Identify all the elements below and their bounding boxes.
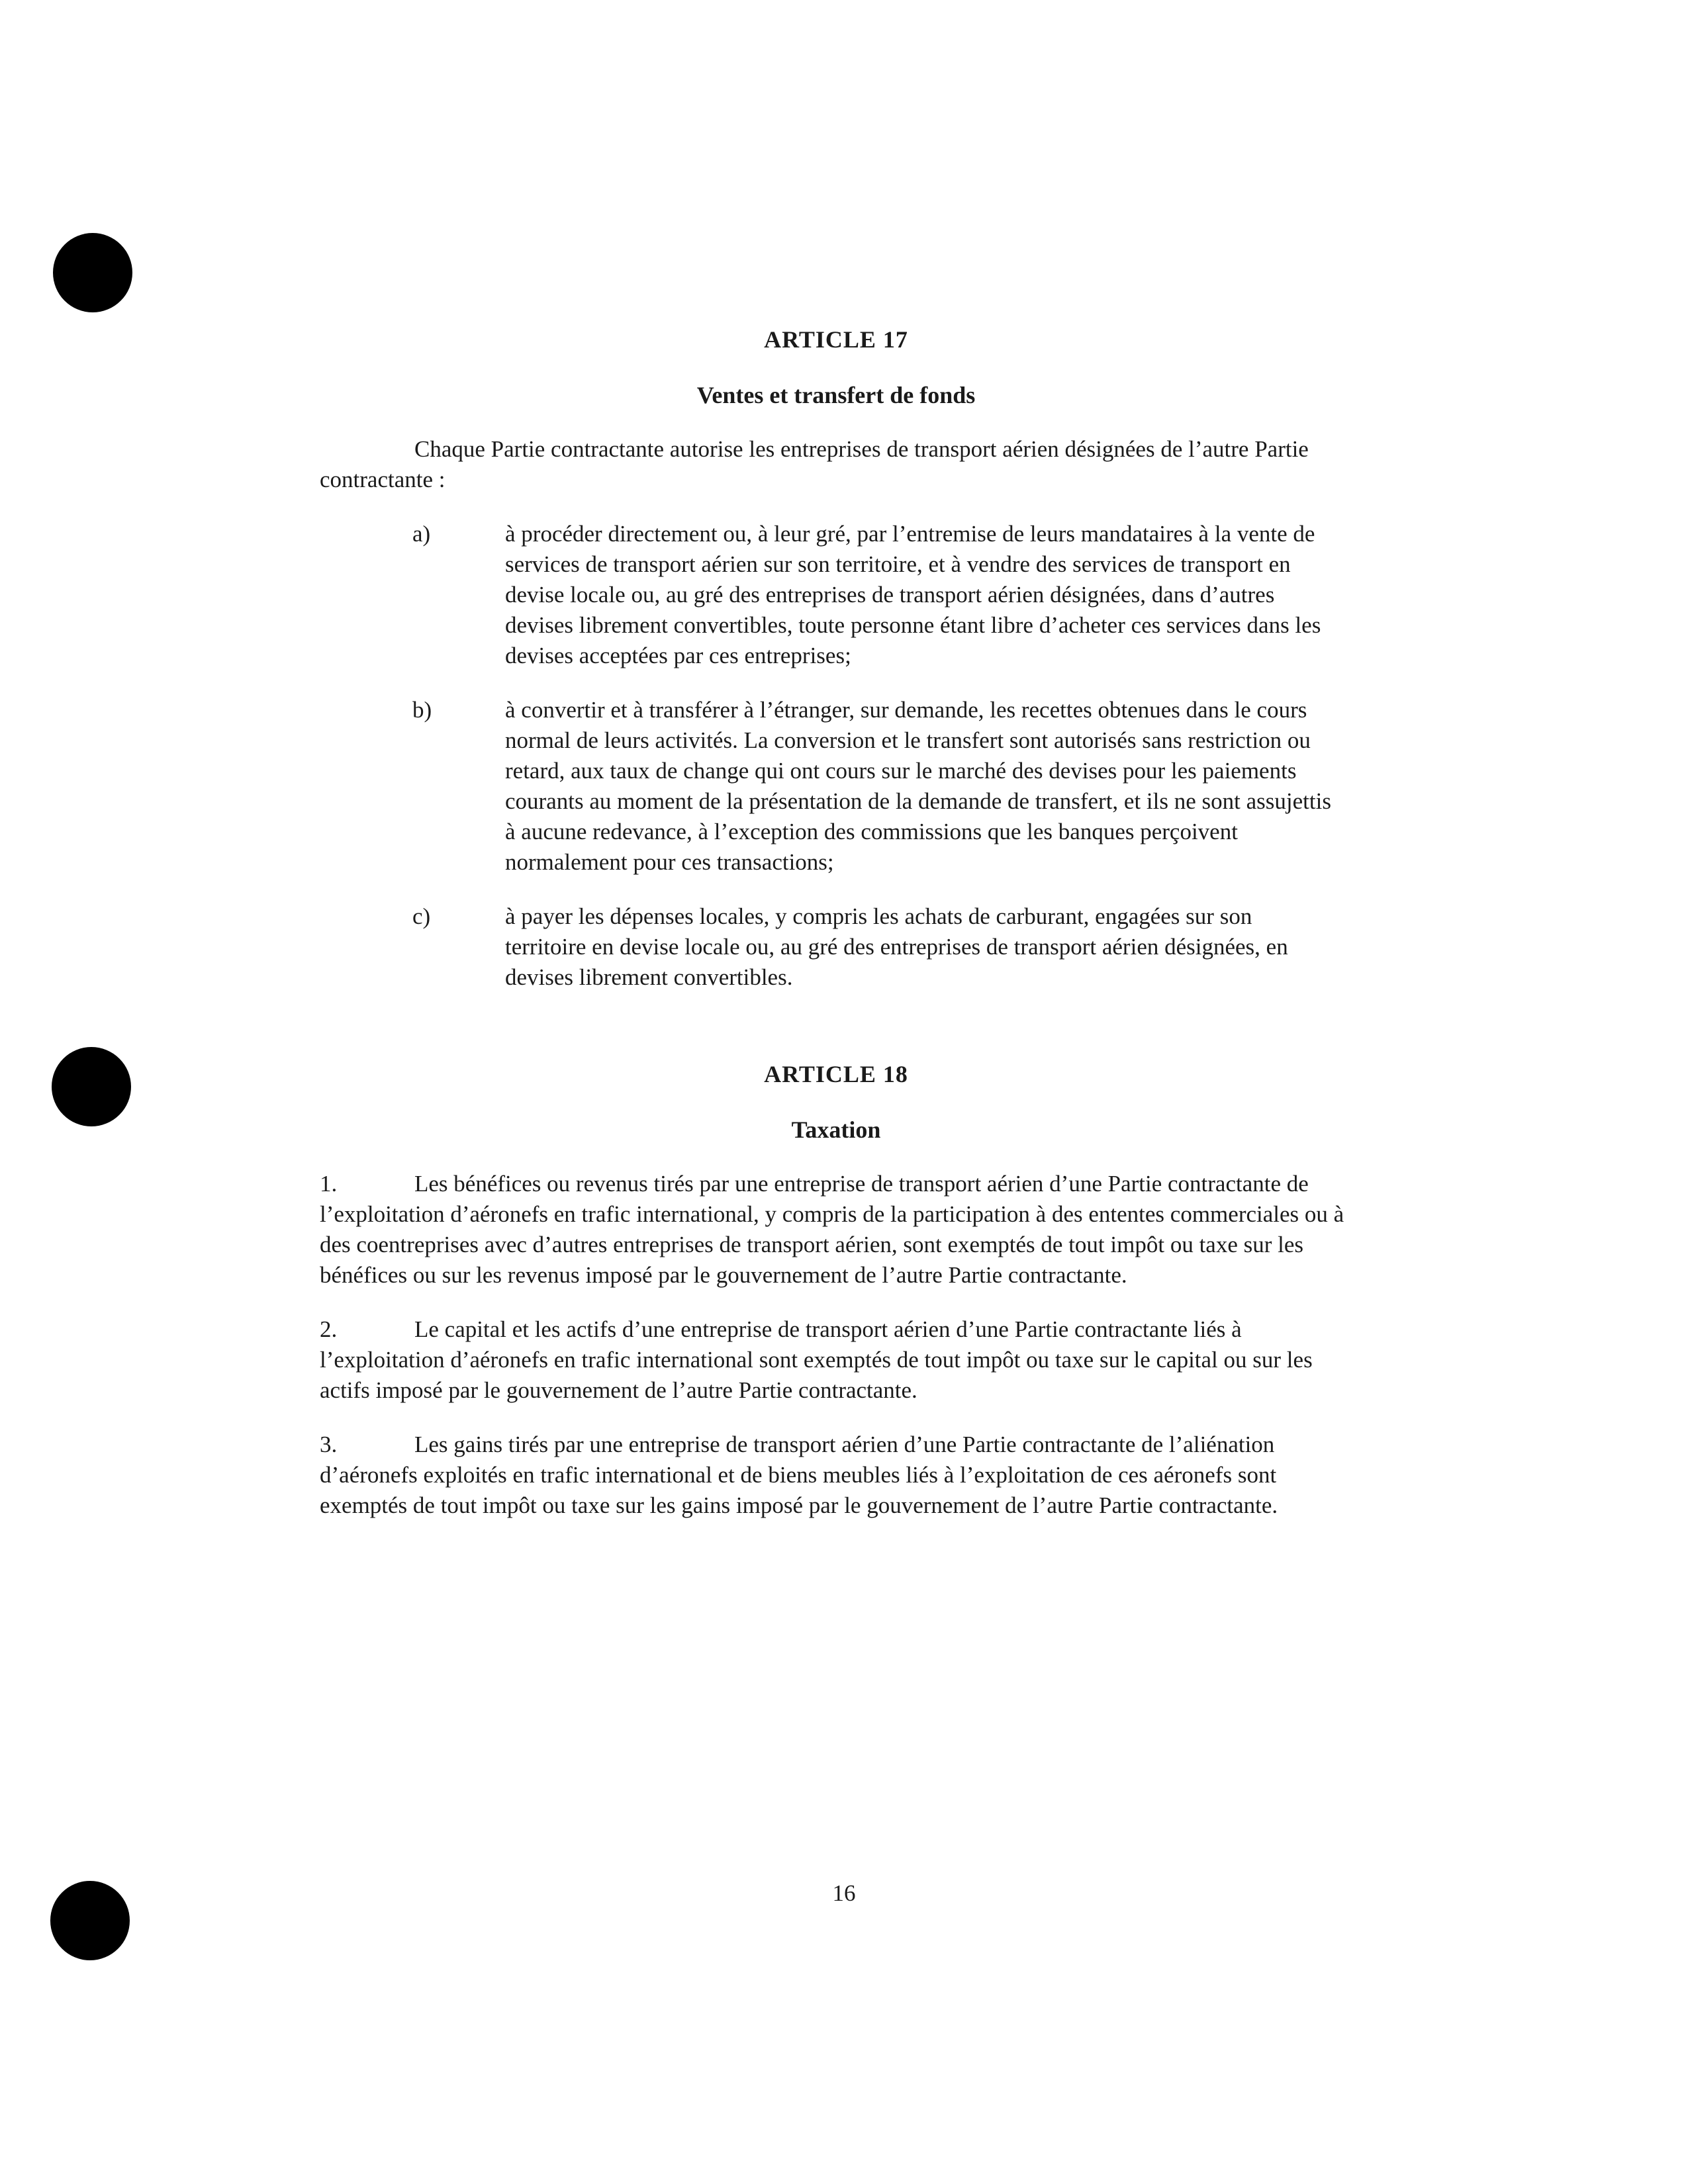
list-item (320, 519, 1352, 671)
numbered-paragraph (320, 1314, 1352, 1406)
document-page (320, 324, 1352, 1521)
punch-hole-top (53, 233, 132, 312)
article-18 (320, 1059, 1352, 1521)
punch-hole-middle (52, 1047, 131, 1126)
numbered-paragraph (320, 1430, 1352, 1521)
article-18-heading: ARTICLE 18 (764, 1061, 908, 1087)
article-17-intro: Chaque Partie contractante autorise les entreprises de transport aérien désignées de l’autre Partie contractante : (320, 436, 1309, 492)
list-item-letter: b) (412, 697, 432, 723)
paragraph-number: 2. (320, 1316, 338, 1342)
list-item (320, 695, 1352, 878)
numbered-paragraph (320, 1169, 1352, 1291)
article-17-list (320, 519, 1352, 993)
list-item-text: à procéder directement ou, à leur gré, par l’entremise de leurs mandataires à la vente de services de transport aérien sur son territoire, et à vendre des services de transport en devise locale ou, au gré des entreprises de transport aérien désignées, dans d’autres devises librement convertibles, toute personne étant libre d’acheter ces services dans les devises acceptées par ces entreprises; (505, 521, 1321, 668)
paragraph-number: 3. (320, 1432, 338, 1457)
list-item-text: à payer les dépenses locales, y compris les achats de carburant, engagées sur son territoire en devise locale ou, au gré des entreprises de transport aérien désignées, en devises librement convertibles. (505, 903, 1288, 990)
list-item-text: à convertir et à transférer à l’étranger, sur demande, les recettes obtenues dans le cours normal de leurs activités. La conversion et le transfert sont autorisés sans restriction ou retard, aux taux de change qui ont cours sur le marché des devises pour les paiements courants au moment de la présentation de la demande de transfert, et ils ne sont assujettis à aucune redevance, à l’exception des commissions que les banques perçoivent normalement pour ces transactions; (505, 697, 1331, 875)
article-17-heading: ARTICLE 17 (764, 326, 908, 353)
paragraph-number: 1. (320, 1171, 338, 1197)
article-18-title: Taxation (791, 1116, 881, 1143)
page-number: 16 (832, 1880, 856, 1906)
paragraph-text: Le capital et les actifs d’une entreprise de transport aérien d’une Partie contractante liés à l’exploitation d’aéronefs en trafic international sont exemptés de tout impôt ou taxe sur le capital ou sur les actifs imposé par le gouvernement de l’autre Partie contractante. (320, 1316, 1313, 1403)
paragraph-text: Les gains tirés par une entreprise de transport aérien d’une Partie contractante de l’aliénation d’aéronefs exploités en trafic international et de biens meubles liés à l’exploitation de ces aéronefs sont exemptés de tout impôt ou taxe sur les gains imposé par le gouvernement de l’autre Partie contractante. (320, 1432, 1278, 1518)
list-item-letter: c) (412, 903, 431, 929)
paragraph-text: Les bénéfices ou revenus tirés par une entreprise de transport aérien d’une Partie contractante de l’exploitation d’aéronefs en trafic international, y compris de la participation à des ententes commerciales ou à des coentreprises avec d’autres entreprises de transport aérien, sont exemptés de tout impôt ou taxe sur les bénéfices ou sur les revenus imposé par le gouvernement de l’autre Partie contractante. (320, 1171, 1344, 1288)
list-item-letter: a) (412, 521, 431, 547)
list-item (320, 901, 1352, 993)
article-17 (320, 324, 1352, 993)
article-17-title: Ventes et transfert de fonds (696, 382, 976, 408)
